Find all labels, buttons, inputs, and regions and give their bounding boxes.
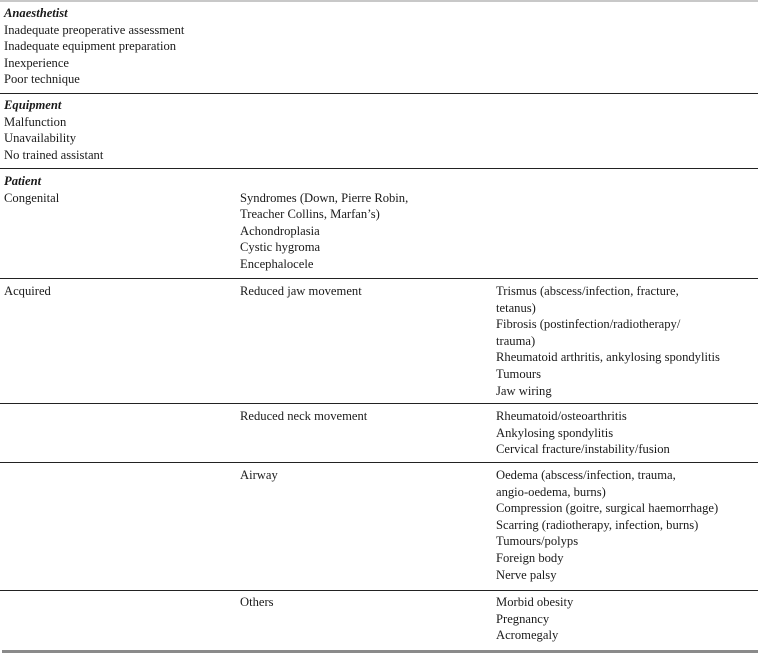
cause-line: Compression (goitre, surgical haemorrhage) xyxy=(496,501,719,516)
list-item: Poor technique xyxy=(4,72,80,87)
subcategory-cell xyxy=(240,408,367,425)
row-divider xyxy=(0,278,758,279)
list-item: Inadequate equipment preparation xyxy=(4,39,177,54)
subcategory-line: Others xyxy=(240,595,274,609)
subcategory-cell xyxy=(240,594,274,611)
subcategory-line: Cystic hygroma xyxy=(240,240,321,255)
section-heading: Patient xyxy=(4,174,42,188)
list-item: Inexperience xyxy=(4,55,70,70)
patient-category-column xyxy=(4,173,59,206)
category-label: Acquired xyxy=(4,284,51,298)
subcategory-line: Syndromes (Down, Pierre Robin, xyxy=(240,190,409,205)
list-item: Inadequate preoperative assessment xyxy=(4,22,185,37)
cause-line: Foreign body xyxy=(496,550,564,565)
list-item: Unavailability xyxy=(4,131,77,146)
causes-cell xyxy=(496,408,670,458)
cause-line: Oedema (abscess/infection, trauma, xyxy=(496,468,676,482)
cause-line: Morbid obesity xyxy=(496,595,574,609)
subcategory-line: Airway xyxy=(240,468,278,482)
section-anaesthetist-column xyxy=(4,5,184,88)
category-cell xyxy=(4,283,51,300)
cause-line: Jaw wiring xyxy=(496,383,552,398)
congenital-subcategory-column xyxy=(240,190,408,273)
row-divider xyxy=(0,403,758,404)
section-equipment-column xyxy=(4,97,103,163)
cause-line: Pregnancy xyxy=(496,611,550,626)
row-divider xyxy=(0,590,758,591)
cause-line: tetanus) xyxy=(496,300,536,315)
section-divider xyxy=(0,168,758,169)
cause-line: trauma) xyxy=(496,333,536,348)
cause-line: Trismus (abscess/infection, fracture, xyxy=(496,284,679,298)
subcategory-line: Encephalocele xyxy=(240,256,314,271)
table-top-border xyxy=(0,0,758,2)
cause-line: angio-oedema, burns) xyxy=(496,484,606,499)
subcategory-line: Treacher Collins, Marfan’s) xyxy=(240,207,380,222)
subcategory-line: Achondroplasia xyxy=(240,223,320,238)
subcategory-line: Reduced jaw movement xyxy=(240,284,362,298)
cause-line: Cervical fracture/instability/fusion xyxy=(496,442,670,457)
cause-line: Tumours xyxy=(496,366,542,381)
section-heading: Anaesthetist xyxy=(4,6,68,20)
subcategory-cell xyxy=(240,283,362,300)
cause-line: Fibrosis (postinfection/radiotherapy/ xyxy=(496,317,681,332)
list-item: No trained assistant xyxy=(4,147,104,162)
cause-line: Rheumatoid/osteoarthritis xyxy=(496,409,627,423)
causes-cell xyxy=(496,467,718,583)
cause-line: Tumours/polyps xyxy=(496,534,579,549)
category-label: Congenital xyxy=(4,190,60,205)
section-heading: Equipment xyxy=(4,98,62,112)
causes-cell xyxy=(496,594,573,644)
cause-line: Rheumatoid arthritis, ankylosing spondylitis xyxy=(496,350,720,365)
cause-line: Nerve palsy xyxy=(496,567,557,582)
subcategory-line: Reduced neck movement xyxy=(240,409,368,423)
section-divider xyxy=(0,93,758,94)
causes-cell xyxy=(496,283,720,399)
cause-line: Ankylosing spondylitis xyxy=(496,425,614,440)
cause-line: Scarring (radiotherapy, infection, burns) xyxy=(496,517,699,532)
cause-line: Acromegaly xyxy=(496,628,559,643)
row-divider xyxy=(0,462,758,463)
list-item: Malfunction xyxy=(4,114,67,129)
subcategory-cell xyxy=(240,467,278,484)
